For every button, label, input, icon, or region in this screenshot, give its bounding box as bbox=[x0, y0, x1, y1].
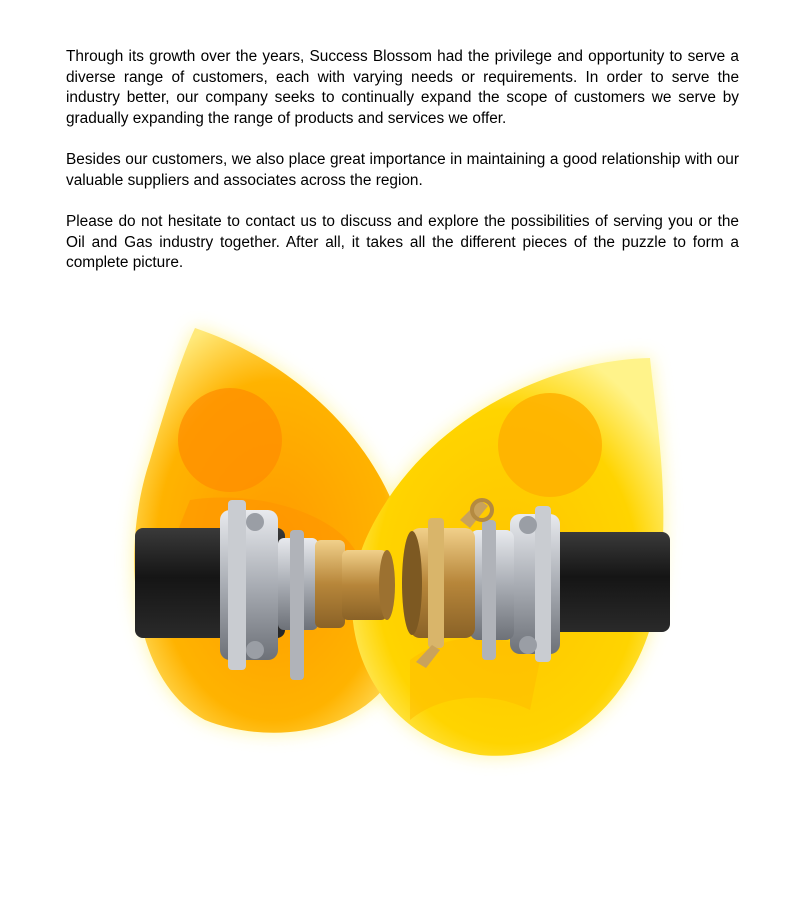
main-content bbox=[66, 47, 739, 295]
hose-coupling-icon bbox=[110, 300, 700, 780]
hose-coupling-illustration bbox=[110, 300, 700, 780]
intro-paragraph: Through its growth over the years, Success Blossom had the privilege and opportunity to serve a diverse range of customers, each with varying needs or requirements. In order to serve the industry better, our company seeks to continually expand the scope of customers we serve by gradually expanding the range of products and services we offer. bbox=[66, 48, 739, 127]
contact-paragraph: Please do not hesitate to contact us to discuss and explore the possibilities of serving you or the Oil and Gas industry together. After all, it takes all the different pieces of the puzzle to form a complete picture. bbox=[66, 213, 739, 271]
suppliers-paragraph: Besides our customers, we also place great importance in maintaining a good relationship with our valuable suppliers and associates across the region. bbox=[66, 151, 739, 189]
